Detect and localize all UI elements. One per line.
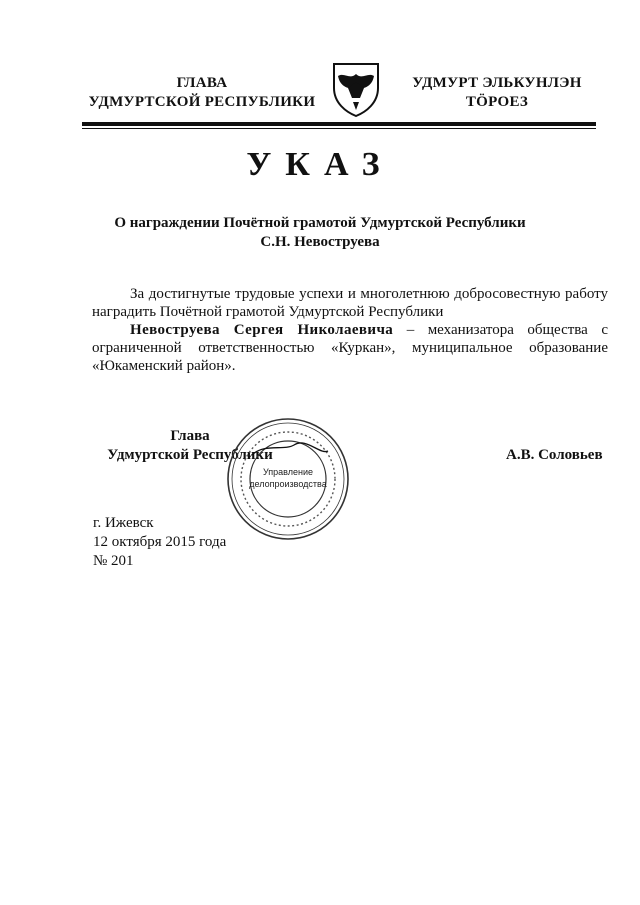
place-and-date	[93, 514, 226, 571]
subtitle-line1: О награждении Почётной грамотой Удмуртской Республики	[114, 215, 526, 231]
signatory-name: А.В. Соловьев	[506, 447, 603, 463]
decree-date: 12 октября 2015 года	[93, 534, 227, 550]
header-right-line2: ТӦРОЕЗ	[465, 94, 529, 110]
awardee-position: – механизатора общества с ограниченной ответственностью «Куркан», муниципальное образование «Юкаменский район».	[92, 322, 608, 374]
body-paragraph-1: За достигнутые трудовые успехи и многолетнюю добросовестную работу наградить Почётной грамотой Удмуртской Республики	[92, 286, 608, 320]
stamp-center-line2: делопроизводства	[249, 479, 327, 489]
signature-title-line2: Удмуртской Республики	[107, 447, 273, 463]
header-left-line2: УДМУРТСКОЙ РЕСПУБЛИКИ	[88, 94, 316, 110]
header-right-line1: УДМУРТ ЭЛЬКУНЛЭН	[412, 75, 582, 91]
header-right	[402, 74, 592, 112]
official-stamp-seal	[224, 415, 352, 543]
city: г. Ижевск	[93, 515, 154, 531]
header-divider-thick	[82, 122, 596, 126]
header-left	[82, 74, 322, 112]
decree-number: № 201	[93, 553, 134, 569]
coat-of-arms-emblem	[326, 58, 386, 118]
header-divider-thin	[82, 128, 596, 129]
document-title: УКАЗ	[246, 146, 394, 183]
awardee-name: Невоструева Сергея Николаевича	[130, 322, 394, 338]
header-left-line1: ГЛАВА	[176, 75, 228, 91]
stamp-center-line1: Управление	[262, 467, 314, 477]
decree-body	[92, 285, 608, 375]
document-subtitle	[0, 214, 640, 252]
subtitle-line2: С.Н. Невоструева	[260, 234, 380, 250]
signature-title-line1: Глава	[170, 428, 210, 444]
body-paragraph-2	[92, 321, 608, 375]
